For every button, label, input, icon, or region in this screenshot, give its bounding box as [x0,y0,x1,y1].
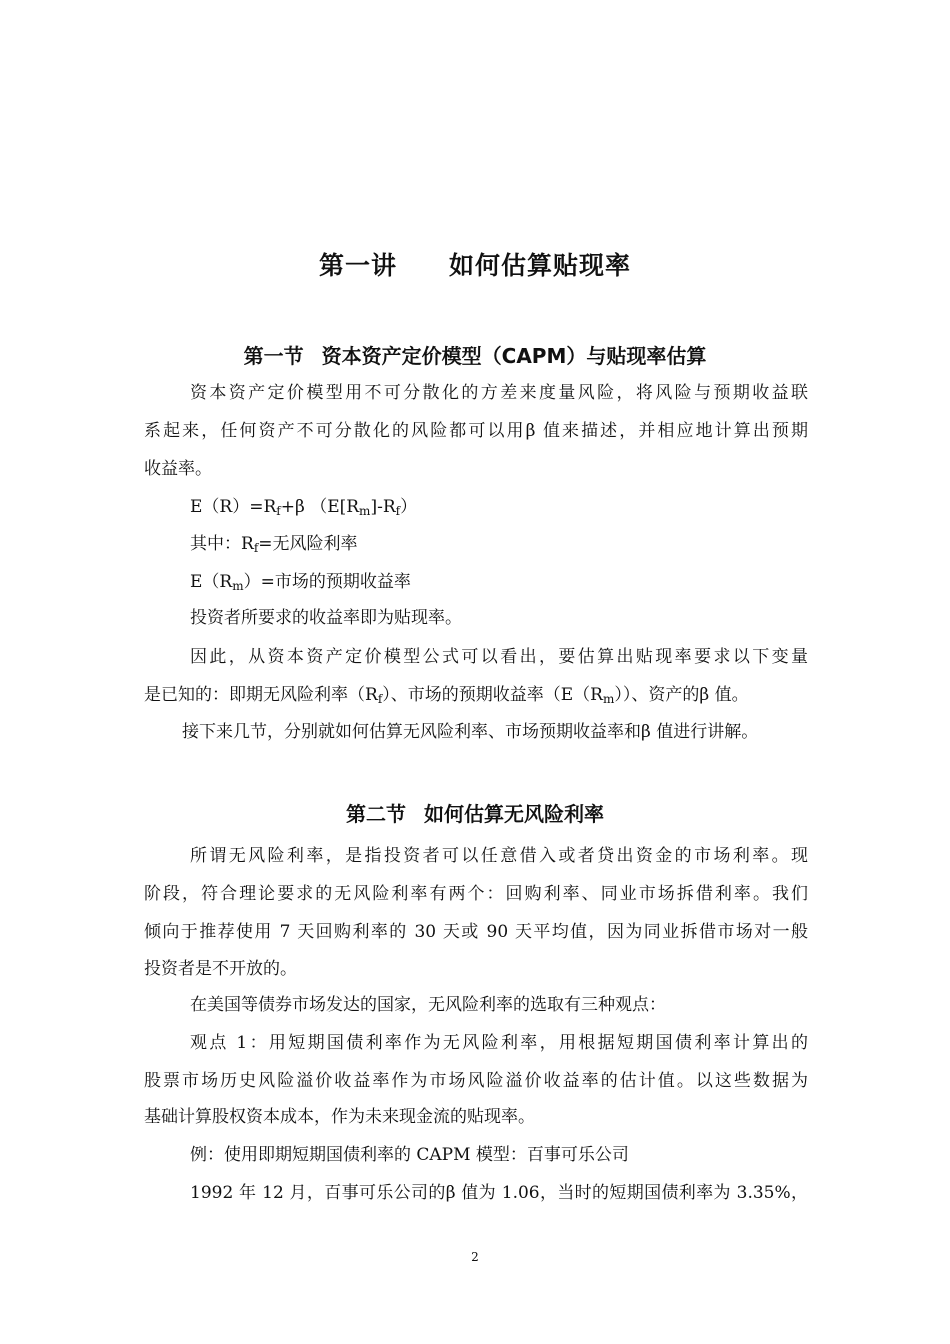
formula-definition-erm: E（Rm）=市场的预期收益率 [190,572,411,593]
formula-definition-rf: 其中：Rf=无风险利率 [190,534,358,555]
section1-title [0,340,950,369]
page-number: 2 [471,1250,479,1264]
section1-para1-line1: 资本资产定价模型用不可分散化的方差来度量风险，将风险与预期收益联 [190,383,808,403]
section2-para1-line3: 倾向于推荐使用 7 天回购利率的 30 天或 90 天平均值，因为同业拆借市场对一般 [144,922,808,942]
section1-para3: 接下来几节，分别就如何估算无风险利率、市场预期收益率和β 值进行讲解。 [182,722,759,742]
section1-para1-line2: 系起来，任何资产不可分散化的风险都可以用β 值来描述，并相应地计算出预期 [144,421,808,441]
section1-para2-line1: 因此，从资本资产定价模型公式可以看出，要估算出贴现率要求以下变量 [190,647,808,667]
section2-para3-line3: 基础计算股权资本成本，作为未来现金流的贴现率。 [144,1107,535,1127]
lecture-number: 第一讲 [318,251,397,280]
lecture-title [0,246,950,282]
pepsi-beta-line: 1992 年 12 月，百事可乐公司的β 值为 1.06，当时的短期国债利率为 3.35%， [190,1183,808,1203]
section1-para1-line3: 收益率。 [144,459,212,479]
section2-para1-line1: 所谓无风险利率，是指投资者可以任意借入或者贷出资金的市场利率。现 [190,846,808,866]
section2-para1-line4: 投资者是不开放的。 [144,959,297,979]
section2-para1-line2: 阶段，符合理论要求的无风险利率有两个：回购利率、同业市场拆借利率。我们 [144,884,808,904]
section1-name: 资本资产定价模型（CAPM）与贴现率估算 [321,344,707,368]
section1-para2-line2: 是已知的：即期无风险利率（Rf）、市场的预期收益率（E（Rm））、资产的β 值。 [144,685,749,706]
capm-formula: E（R）=Rf+β （E[Rm]-Rf） [190,497,418,518]
investor-return-line: 投资者所要求的收益率即为贴现率。 [190,608,462,628]
section2-name: 如何估算无风险利率 [424,802,604,826]
section2-title [0,798,950,827]
lecture-name: 如何估算贴现率 [449,251,632,280]
section2-para2: 在美国等债券市场发达的国家，无风险利率的选取有三种观点： [190,995,666,1015]
section1-number: 第一节 [243,344,304,368]
section2-para3-line2: 股票市场历史风险溢价收益率作为市场风险溢价收益率的估计值。以这些数据为 [144,1071,808,1091]
example-line: 例：使用即期短期国债利率的 CAPM 模型：百事可乐公司 [190,1145,629,1165]
section2-para3-line1: 观点 1：用短期国债利率作为无风险利率，用根据短期国债利率计算出的 [190,1033,808,1053]
section2-number: 第二节 [346,802,406,826]
